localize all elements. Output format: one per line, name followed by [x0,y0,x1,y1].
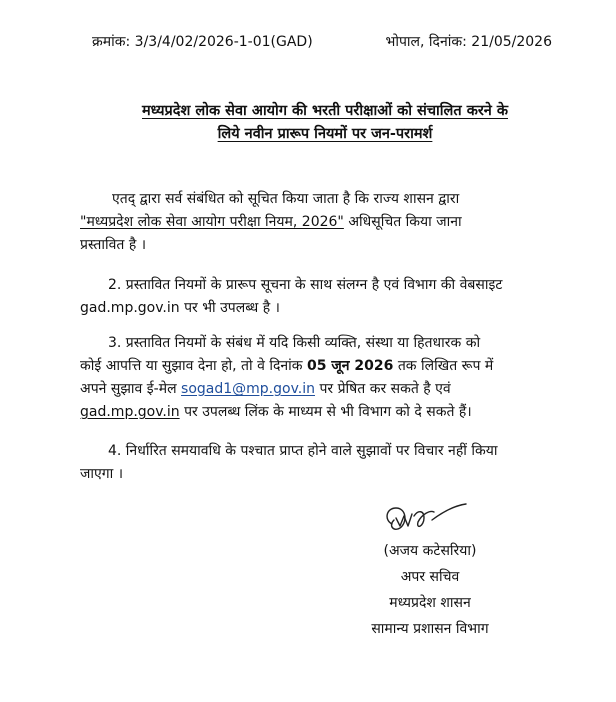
signatory-designation: अपर सचिव [400,569,460,585]
title-line-2: लिये नवीन प्रारूप नियमों पर जन-परामर्श [217,126,433,142]
email-link[interactable]: sogad1@mp.gov.in [181,381,315,397]
para2-line-2 [80,297,556,320]
reference-number: क्रमांक: 3/3/4/02/2026-1-01(GAD) [92,34,313,50]
para3-line-2 [80,355,556,378]
para3-line-1: 3. प्रस्तावित नियमों के संबंध में यदि किसी व्यक्ति, संस्था या हितधारक को [108,335,481,351]
reference-row [92,32,552,52]
para2-line-2-rest: पर भी उपलब्ध है । [179,300,280,316]
para3-line-4 [80,401,556,424]
para4-line-2: जाएगा । [80,466,124,482]
notice-title [90,100,560,146]
website-text: gad.mp.gov.in [80,300,180,316]
rules-name: "मध्यप्रदेश लोक सेवा आयोग परीक्षा नियम, 2026" [80,214,344,230]
para2-line-1: 2. प्रस्तावित नियमों के प्रारूप सूचना के साथ संलग्न है एवं विभाग की वेबसाइट [108,277,503,293]
para4-line-1: 4. निर्धारित समयावधि के पश्चात प्राप्त होने वाले सुझावों पर विचार नहीं किया [108,443,498,459]
para3-line-2-post: तक लिखित रूप में [393,358,494,374]
signatory-government: मध्यप्रदेश शासन [389,595,471,611]
deadline-date: 05 जून 2026 [307,358,394,374]
para3-line-3 [80,378,556,401]
signatory-department: सामान्य प्रशासन विभाग [371,621,489,637]
signatory-name: (अजय कटेसरिया) [383,543,477,559]
para3-line-2-pre: कोई आपत्ति या सुझाव देना हो, तो वे दिनांक [80,358,308,374]
paragraph-1 [80,188,556,257]
website-link[interactable]: gad.mp.gov.in [80,404,180,420]
paragraph-4 [80,440,556,486]
signatory-block [350,538,510,642]
title-line-1: मध्यप्रदेश लोक सेवा आयोग की भरती परीक्षाओं को संचालित करने के [142,103,508,119]
para1-line-2 [80,211,556,234]
para1-line-2-rest: अधिसूचित किया जाना [343,214,462,230]
para3-line-3-post: पर प्रेषित कर सकते है एवं [315,381,451,397]
handwritten-signature [378,496,474,540]
para3-line-4-rest: पर उपलब्ध लिंक के माध्यम से भी विभाग को दे सकते हैं। [179,404,472,420]
paragraph-2 [80,274,556,320]
paragraph-3 [80,332,556,424]
para3-line-3-pre: अपने सुझाव ई-मेल [80,381,182,397]
place-date: भोपाल, दिनांक: 21/05/2026 [385,34,552,50]
para1-line-3: प्रस्तावित है । [80,237,147,253]
para1-line-1: एतद् द्वारा सर्व संबंधित को सूचित किया जाता है कि राज्य शासन द्वारा [112,191,460,207]
